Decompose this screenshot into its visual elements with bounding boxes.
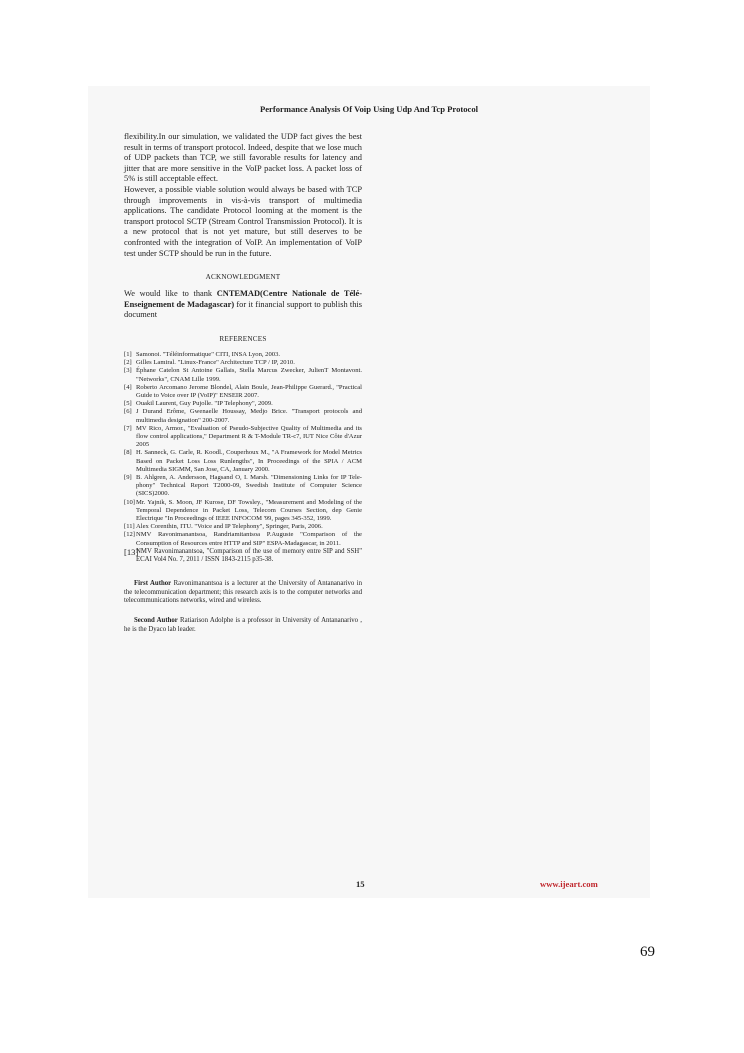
reference-text: B. Ahlgren, A. Andersson, Hagsand O, I. Marsh. "Dimensioning Links for IP Tele-phony" Technical Report T2000-09, Swedish Institute of Computer Science (SICS)2000. xyxy=(136,473,362,498)
reference-number: [12] xyxy=(124,531,135,539)
reference-number: [13] xyxy=(124,546,139,557)
footer-page-number: 15 xyxy=(356,879,365,889)
acknowledgment-text xyxy=(124,289,362,321)
author-bio-lead: Second Author xyxy=(134,617,178,625)
reference-text: J Durand Erôme, Gwenaelle Houssay, Medjo Brice. "Transport protocols and multimedia designation" 200-2007. xyxy=(136,408,362,424)
reference-number: [6] xyxy=(124,408,132,416)
author-bios xyxy=(124,580,362,634)
body-text xyxy=(124,132,362,259)
reference-text: NMV Ravonimanantsoa, Randriamitantsoa P.Auguste "Comparison of the Consumption of Resources entre HTTP and SIP" ESPA-Madagascar, in 2011. xyxy=(136,531,362,547)
reference-number: [5] xyxy=(124,400,132,408)
reference-item xyxy=(124,384,362,400)
reference-text: Ouakil Laurent, Guy Pujolle. "IP Telephony", 2009. xyxy=(136,400,273,408)
scanned-page xyxy=(88,86,650,898)
reference-text: Éphane Catelon St Antoine Gallais, Stella Marcus Zwecker, JulienT Montavont. "Networks", CNAM Lille 1999. xyxy=(136,367,362,383)
body-paragraph: However, a possible viable solution would always be based with TCP through improvements in vis-à-vis transport of multimedia applications. The candidate Protocol looming at the moment is the transport protocol SCTP (Stream Control Transmission Protocol). It is a new protocol that is not yet mature, but still deserves to be confronted with the integration of VoIP. An implementation of VoIP test under SCTP should be run in the future. xyxy=(124,184,362,258)
reference-text: MV Rico, Armor., "Evaluation of Pseudo-Subjective Quality of Multimedia and its flow control applications," Department R & T-Module TR-c7, IUT Nice Côte d'Azur 2005 xyxy=(136,424,362,449)
reference-number: [4] xyxy=(124,383,132,391)
reference-item xyxy=(124,351,362,359)
reference-item xyxy=(124,367,362,383)
acknowledgment-prefix: We would like to thank xyxy=(124,289,217,299)
reference-item xyxy=(124,499,362,524)
reference-item xyxy=(124,474,362,499)
acknowledgment-suffix: for it financial support to publish this document xyxy=(124,299,363,320)
references-heading: REFERENCES xyxy=(219,334,267,343)
footer-url: www.ijeart.com xyxy=(540,879,598,889)
reference-item xyxy=(124,400,362,408)
reference-item xyxy=(124,523,362,531)
outer-page-number: 69 xyxy=(640,944,655,960)
reference-text: Roberto Arcomano Jerome Blondel, Alain Boule, Jean-Philippe Guerard., "Practical Guide to Voice over IP (VoIP)" ENSEIR 2007. xyxy=(136,383,362,399)
author-bio-lead: First Author xyxy=(134,580,172,588)
text-column xyxy=(124,132,362,634)
acknowledgment-section xyxy=(124,289,362,321)
reference-number: [9] xyxy=(124,473,132,481)
author-bio-text: Ratiarison Adolphe is a professor in University of Antananarivo , he is the Dyaco lab leader. xyxy=(124,617,363,633)
reference-item xyxy=(124,548,362,564)
author-bio-second xyxy=(124,617,362,634)
reference-text: Gilles Lamiral. "Linux-France" Architecture TCP / IP, 2010. xyxy=(136,359,295,367)
reference-number: [3] xyxy=(124,367,132,375)
reference-item xyxy=(124,425,362,450)
reference-number: [8] xyxy=(124,449,132,457)
body-paragraph: flexibility.In our simulation, we validated the UDP fact gives the best result in terms of transport protocol. Indeed, despite that we lose much of UDP packets than TCP, we still favorable results for latency and jitter that are more sensitive in the VoIP packet loss. A packet loss of 5% is still acceptable effect. xyxy=(124,132,362,184)
reference-text: NMV Ravonimanantsoa, "Comparison of the use of memory entre SIP and SSH" ECAI Vol4 No. 7, 2011 / ISSN 1843-2115 p35-38. xyxy=(136,547,362,563)
reference-item xyxy=(124,531,362,547)
reference-number: [10] xyxy=(124,498,135,506)
reference-number: [11] xyxy=(124,523,135,531)
author-bio-first xyxy=(124,580,362,605)
acknowledgment-organization: CNTEMAD(Centre Nationale de Télé-Enseignement de Madagascar) xyxy=(124,289,362,309)
reference-number: [1] xyxy=(124,350,132,358)
references-list xyxy=(124,351,362,564)
acknowledgment-heading: ACKNOWLEDGMENT xyxy=(205,273,281,282)
reference-text: Samonoi. "Téléinformatique" CITI, INSA Lyon, 2003. xyxy=(136,350,281,358)
running-head: Performance Analysis Of Voip Using Udp And Tcp Protocol xyxy=(259,104,479,114)
author-bio-text: Ravonimanantsoa is a lecturer at the University of Antananarivo in the telecommunication department; this research axis is to the computer networks and telecommunications networks, wired and wireless. xyxy=(124,580,363,604)
reference-number: [7] xyxy=(124,424,132,432)
reference-item xyxy=(124,449,362,474)
reference-number: [2] xyxy=(124,359,132,367)
reference-text: Mr. Yajnik, S. Moon, JF Kurose, DF Towsley., "Measurement and Modeling of the Temporal Dependence in Packet Loss, Telecom Courses Section, dep Genie Electrique "In Proceedings of IEEE INFOCOM '99, pages 345-352, 1999. xyxy=(136,498,362,522)
reference-text: Alex Corenthin, ITU. "Voice and IP Telephony", Springer, Paris, 2006. xyxy=(136,523,323,531)
reference-item xyxy=(124,408,362,424)
reference-text: H. Sanneck, G. Carle, R. Koodl., Couperhoux M., "A Framework for Model Metrics Based on Packet Loss Loss Runlengths", In Proceedings of the SPIA / ACM Multimedia SIGMM, San Jose, CA, January 2000. xyxy=(136,449,362,473)
